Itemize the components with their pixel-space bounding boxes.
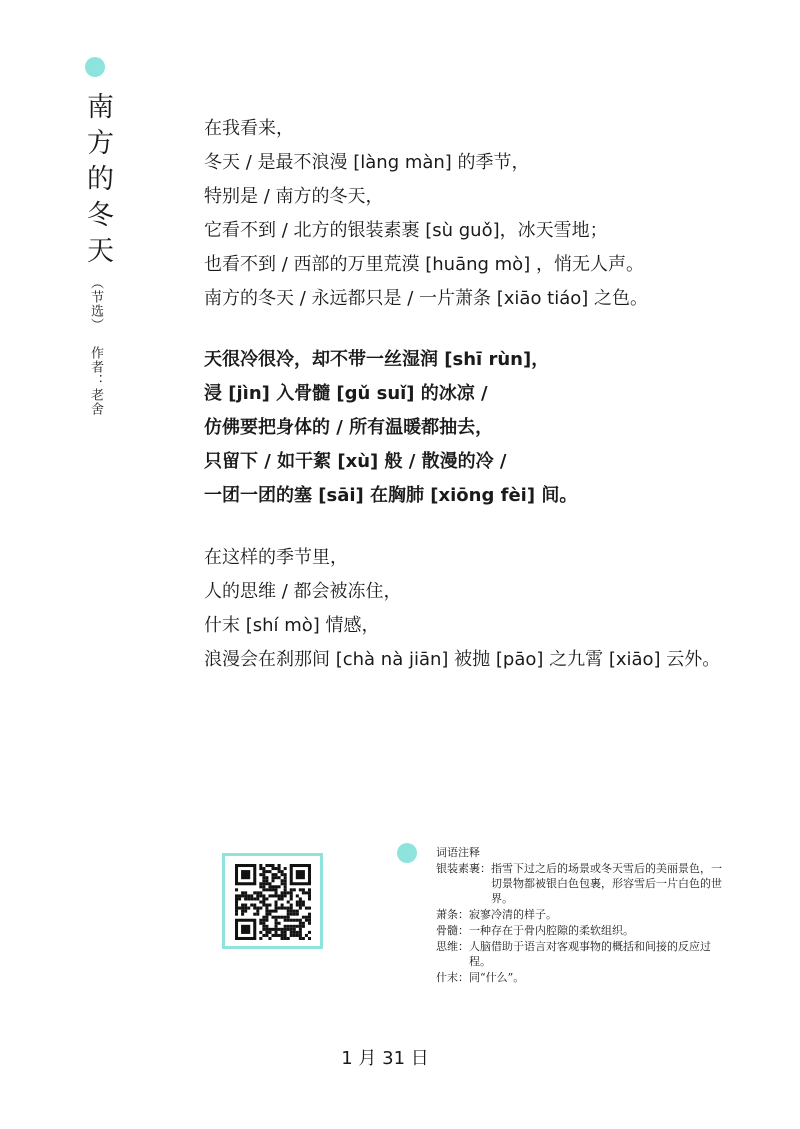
glossary-definition: 人脑借助于语言对客观事物的概括和间接的反应过程。 [469,940,711,968]
poem-title: 南方的冬天 [82,92,113,272]
qr-code[interactable] [222,853,323,949]
poem-line: 南方的冬天 / 永远都只是 / 一片萧条 [xiāo tiáo] 之色。 [204,288,649,309]
glossary-definition: 一种存在于骨内腔隙的柔软组织。 [469,924,634,937]
poem-line: 一团一团的塞 [sāi] 在胸肺 [xiōng fèi] 间。 [204,485,578,506]
poem-line: 特别是 / 南方的冬天， [204,186,384,207]
glossary-term: 思维： [436,940,469,953]
poem-subtitle: （节选） [88,276,103,332]
glossary-term: 银装素裹： [436,862,491,875]
glossary-term: 萧条： [436,908,469,921]
stanza-3 [204,541,720,677]
poem-line: 仿佛要把身体的 / 所有温暖都抽去， [204,417,494,438]
poem-line: 在这样的季节里， [204,547,348,568]
glossary-definition: 寂寥冷清的样子。 [469,908,557,921]
glossary-item [436,939,726,969]
stanza-2 [204,343,577,513]
decorative-dot [85,57,105,77]
glossary-item [436,861,726,906]
glossary [436,845,726,986]
poem-line: 人的思维 / 都会被冻住， [204,581,402,602]
glossary-definition: 指雪下过之后的场景或冬天雪后的美丽景色，一切景物都被银白色包裹，形容雪后一片白色的世界。 [491,862,722,905]
glossary-heading: 词语注释 [436,846,480,859]
poem-line: 什末 [shí mò] 情感， [204,615,380,636]
notes-dot [397,843,417,863]
poem-line: 天很冷很冷，却不带一丝湿润 [shī rùn]， [204,349,550,370]
page-date: 1 月 31 日 [341,1048,429,1069]
poem-line: 它看不到 / 北方的银装素裹 [sù guǒ]，冰天雪地； [204,220,608,241]
poem-line: 冬天 / 是最不浪漫 [làng màn] 的季节， [204,152,530,173]
poem-line: 也看不到 / 西部的万里荒漠 [huāng mò] ，悄无人声。 [204,254,644,275]
glossary-term: 什末： [436,971,469,984]
poem-line: 浪漫会在刹那间 [chà nà jiān] 被抛 [pāo] 之九霄 [xiāo] 云外。 [204,649,721,670]
glossary-item [436,907,726,922]
poem-author: 作者：老舍 [88,346,103,416]
glossary-definition: 同“什么”。 [469,971,525,984]
glossary-item [436,923,726,938]
poem-line: 浸 [jìn] 入骨髓 [gǔ suǐ] 的冰凉 / [204,383,488,404]
stanza-1 [204,112,648,316]
poem-line: 只留下 / 如干絮 [xù] 般 / 散漫的冷 / [204,451,507,472]
glossary-item [436,970,726,985]
qr-code-icon [235,864,311,940]
glossary-term: 骨髓： [436,924,469,937]
poem-line: 在我看来， [204,118,294,139]
